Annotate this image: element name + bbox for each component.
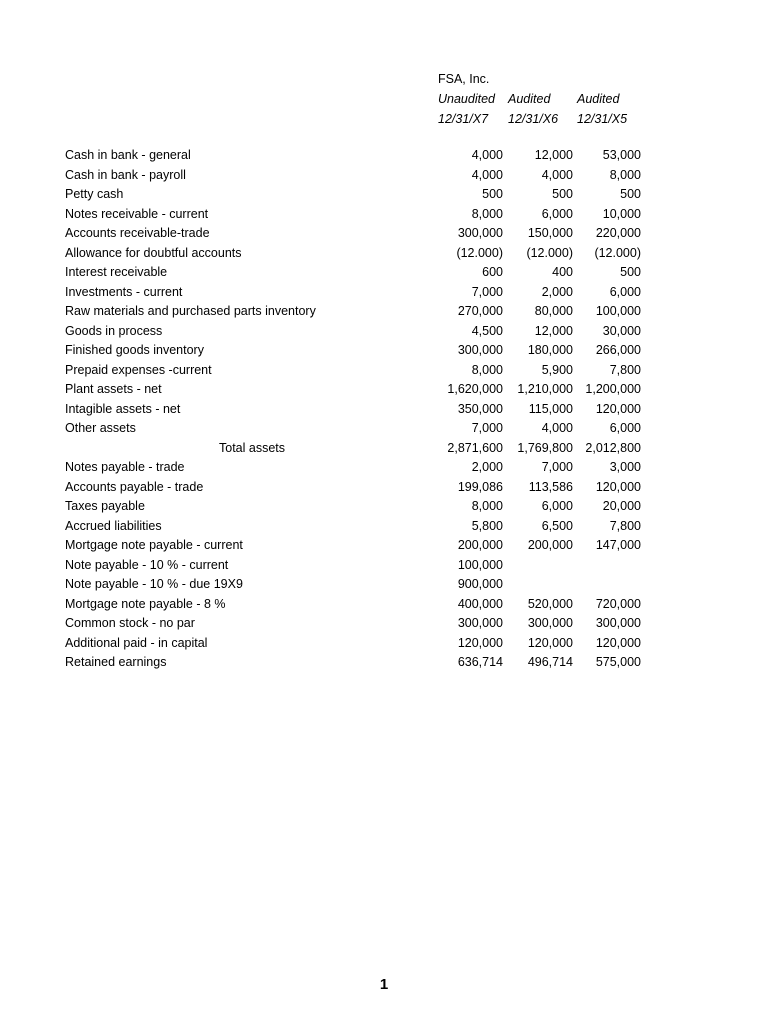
row-label: Investments - current <box>65 285 183 299</box>
table-row <box>0 263 768 282</box>
row-value-col3: 6,000 <box>609 285 641 299</box>
row-value-col1: 8,000 <box>471 207 503 221</box>
row-value-col1: 4,500 <box>471 324 503 338</box>
row-label: Note payable - 10 % - due 19X9 <box>65 577 243 591</box>
table-row <box>0 595 768 614</box>
row-label: Allowance for doubtful accounts <box>65 246 242 260</box>
row-value-col3: 30,000 <box>602 324 641 338</box>
row-value-col2: 400 <box>552 265 573 279</box>
table-row <box>0 380 768 399</box>
row-value-col1: 300,000 <box>457 343 503 357</box>
row-value-col3: (12.000) <box>594 246 641 260</box>
status-label-col3: Audited <box>577 92 620 106</box>
row-label: Mortgage note payable - current <box>65 538 243 552</box>
row-value-col2: 120,000 <box>527 636 573 650</box>
row-label: Accrued liabilities <box>65 519 162 533</box>
row-value-col2: 4,000 <box>541 421 573 435</box>
row-value-col2: 6,000 <box>541 499 573 513</box>
row-value-col1: 7,000 <box>471 285 503 299</box>
row-value-col3: 53,000 <box>602 148 641 162</box>
row-value-col2: 115,000 <box>528 402 573 416</box>
row-value-col2: (12.000) <box>526 246 573 260</box>
row-value-col3: 7,800 <box>609 519 641 533</box>
row-label: Goods in process <box>65 324 163 338</box>
row-value-col1: 5,800 <box>471 519 503 533</box>
row-label: Plant assets - net <box>65 382 162 396</box>
table-row <box>0 556 768 575</box>
row-value-col3: 220,000 <box>595 226 641 240</box>
row-value-col2: 80,000 <box>534 304 573 318</box>
row-value-col3: 3,000 <box>609 460 641 474</box>
row-value-col1: 100,000 <box>457 558 503 572</box>
row-label: Total assets <box>219 441 286 455</box>
date-col2: 12/31/X6 <box>508 112 559 126</box>
row-label: Cash in bank - payroll <box>65 168 186 182</box>
row-value-col1: 270,000 <box>457 304 503 318</box>
row-value-col2: 12,000 <box>534 148 573 162</box>
row-value-col2: 6,500 <box>541 519 573 533</box>
table-row <box>0 166 768 185</box>
row-value-col2: 150,000 <box>527 226 573 240</box>
row-value-col1: (12.000) <box>456 246 503 260</box>
table-row <box>0 302 768 321</box>
status-label-col2: Audited <box>508 92 551 106</box>
row-label: Finished goods inventory <box>65 343 204 357</box>
row-value-col3: 500 <box>620 265 641 279</box>
status-label-col1: Unaudited <box>438 92 495 106</box>
row-value-col3: 120,000 <box>595 636 641 650</box>
row-value-col1: 200,000 <box>457 538 503 552</box>
row-value-col1: 636,714 <box>457 655 503 669</box>
table-row <box>0 205 768 224</box>
row-value-col1: 350,000 <box>457 402 503 416</box>
page-number: 1 <box>379 976 389 993</box>
table-row <box>0 224 768 243</box>
row-value-col1: 4,000 <box>471 168 503 182</box>
row-value-col2: 1,769,800 <box>517 441 573 455</box>
table-row <box>0 400 768 419</box>
row-value-col2: 7,000 <box>541 460 573 474</box>
row-value-col2: 2,000 <box>541 285 573 299</box>
row-value-col2: 4,000 <box>541 168 573 182</box>
row-label: Accounts payable - trade <box>65 480 204 494</box>
row-value-col3: 120,000 <box>595 402 641 416</box>
row-value-col2: 1,210,000 <box>517 382 573 396</box>
row-value-col2: 520,000 <box>527 597 573 611</box>
table-row <box>0 653 768 672</box>
row-label: Notes payable - trade <box>65 460 185 474</box>
row-value-col1: 300,000 <box>457 226 503 240</box>
table-row <box>0 634 768 653</box>
table-row <box>0 185 768 204</box>
company-name: FSA, Inc. <box>438 72 490 86</box>
row-label: Taxes payable <box>65 499 145 513</box>
table-row <box>0 497 768 516</box>
row-label: Retained earnings <box>65 655 167 669</box>
row-label: Interest receivable <box>65 265 168 279</box>
row-value-col3: 8,000 <box>609 168 641 182</box>
row-value-col2: 180,000 <box>527 343 573 357</box>
row-value-col3: 6,000 <box>609 421 641 435</box>
row-value-col2: 500 <box>552 187 573 201</box>
row-value-col1: 1,620,000 <box>447 382 503 396</box>
row-value-col2: 113,586 <box>528 480 573 494</box>
row-value-col1: 8,000 <box>471 499 503 513</box>
table-row <box>0 458 768 477</box>
table-row <box>0 478 768 497</box>
row-value-col3: 100,000 <box>595 304 641 318</box>
row-value-col2: 200,000 <box>527 538 573 552</box>
row-label: Prepaid expenses -current <box>65 363 212 377</box>
table-row <box>0 283 768 302</box>
row-value-col3: 10,000 <box>602 207 641 221</box>
table-row <box>0 322 768 341</box>
row-value-col3: 720,000 <box>595 597 641 611</box>
row-value-col1: 600 <box>482 265 503 279</box>
row-value-col1: 8,000 <box>471 363 503 377</box>
row-value-col1: 2,871,600 <box>447 441 503 455</box>
row-label: Common stock - no par <box>65 616 195 630</box>
row-value-col3: 266,000 <box>595 343 641 357</box>
row-value-col2: 496,714 <box>527 655 573 669</box>
row-value-col1: 500 <box>482 187 503 201</box>
row-value-col3: 20,000 <box>602 499 641 513</box>
row-value-col3: 500 <box>620 187 641 201</box>
row-value-col3: 1,200,000 <box>585 382 641 396</box>
row-value-col2: 6,000 <box>541 207 573 221</box>
row-value-col1: 900,000 <box>457 577 503 591</box>
row-label: Intagible assets - net <box>65 402 181 416</box>
row-value-col1: 2,000 <box>471 460 503 474</box>
table-row <box>0 517 768 536</box>
table-row <box>0 361 768 380</box>
row-value-col3: 300,000 <box>595 616 641 630</box>
row-label: Cash in bank - general <box>65 148 191 162</box>
row-label: Mortgage note payable - 8 % <box>65 597 226 611</box>
row-value-col1: 400,000 <box>457 597 503 611</box>
total-row <box>0 439 768 458</box>
date-col3: 12/31/X5 <box>577 112 628 126</box>
row-value-col1: 199,086 <box>457 480 503 494</box>
row-label: Additional paid - in capital <box>65 636 208 650</box>
table-row <box>0 419 768 438</box>
row-value-col1: 4,000 <box>471 148 503 162</box>
table-row <box>0 146 768 165</box>
row-value-col2: 5,900 <box>541 363 573 377</box>
row-value-col1: 7,000 <box>471 421 503 435</box>
row-label: Notes receivable - current <box>65 207 209 221</box>
table-row <box>0 341 768 360</box>
table-row <box>0 244 768 263</box>
table-row <box>0 536 768 555</box>
row-value-col2: 12,000 <box>534 324 573 338</box>
row-value-col1: 120,000 <box>457 636 503 650</box>
row-value-col3: 7,800 <box>609 363 641 377</box>
row-value-col3: 2,012,800 <box>585 441 641 455</box>
row-value-col3: 147,000 <box>595 538 641 552</box>
row-label: Other assets <box>65 421 136 435</box>
row-value-col3: 120,000 <box>595 480 641 494</box>
row-label: Petty cash <box>65 187 124 201</box>
row-label: Note payable - 10 % - current <box>65 558 229 572</box>
row-value-col1: 300,000 <box>457 616 503 630</box>
row-value-col3: 575,000 <box>595 655 641 669</box>
date-col1: 12/31/X7 <box>438 112 489 126</box>
table-row <box>0 614 768 633</box>
row-label: Accounts receivable-trade <box>65 226 210 240</box>
row-label: Raw materials and purchased parts inventory <box>65 304 316 318</box>
row-value-col2: 300,000 <box>527 616 573 630</box>
table-row <box>0 575 768 594</box>
